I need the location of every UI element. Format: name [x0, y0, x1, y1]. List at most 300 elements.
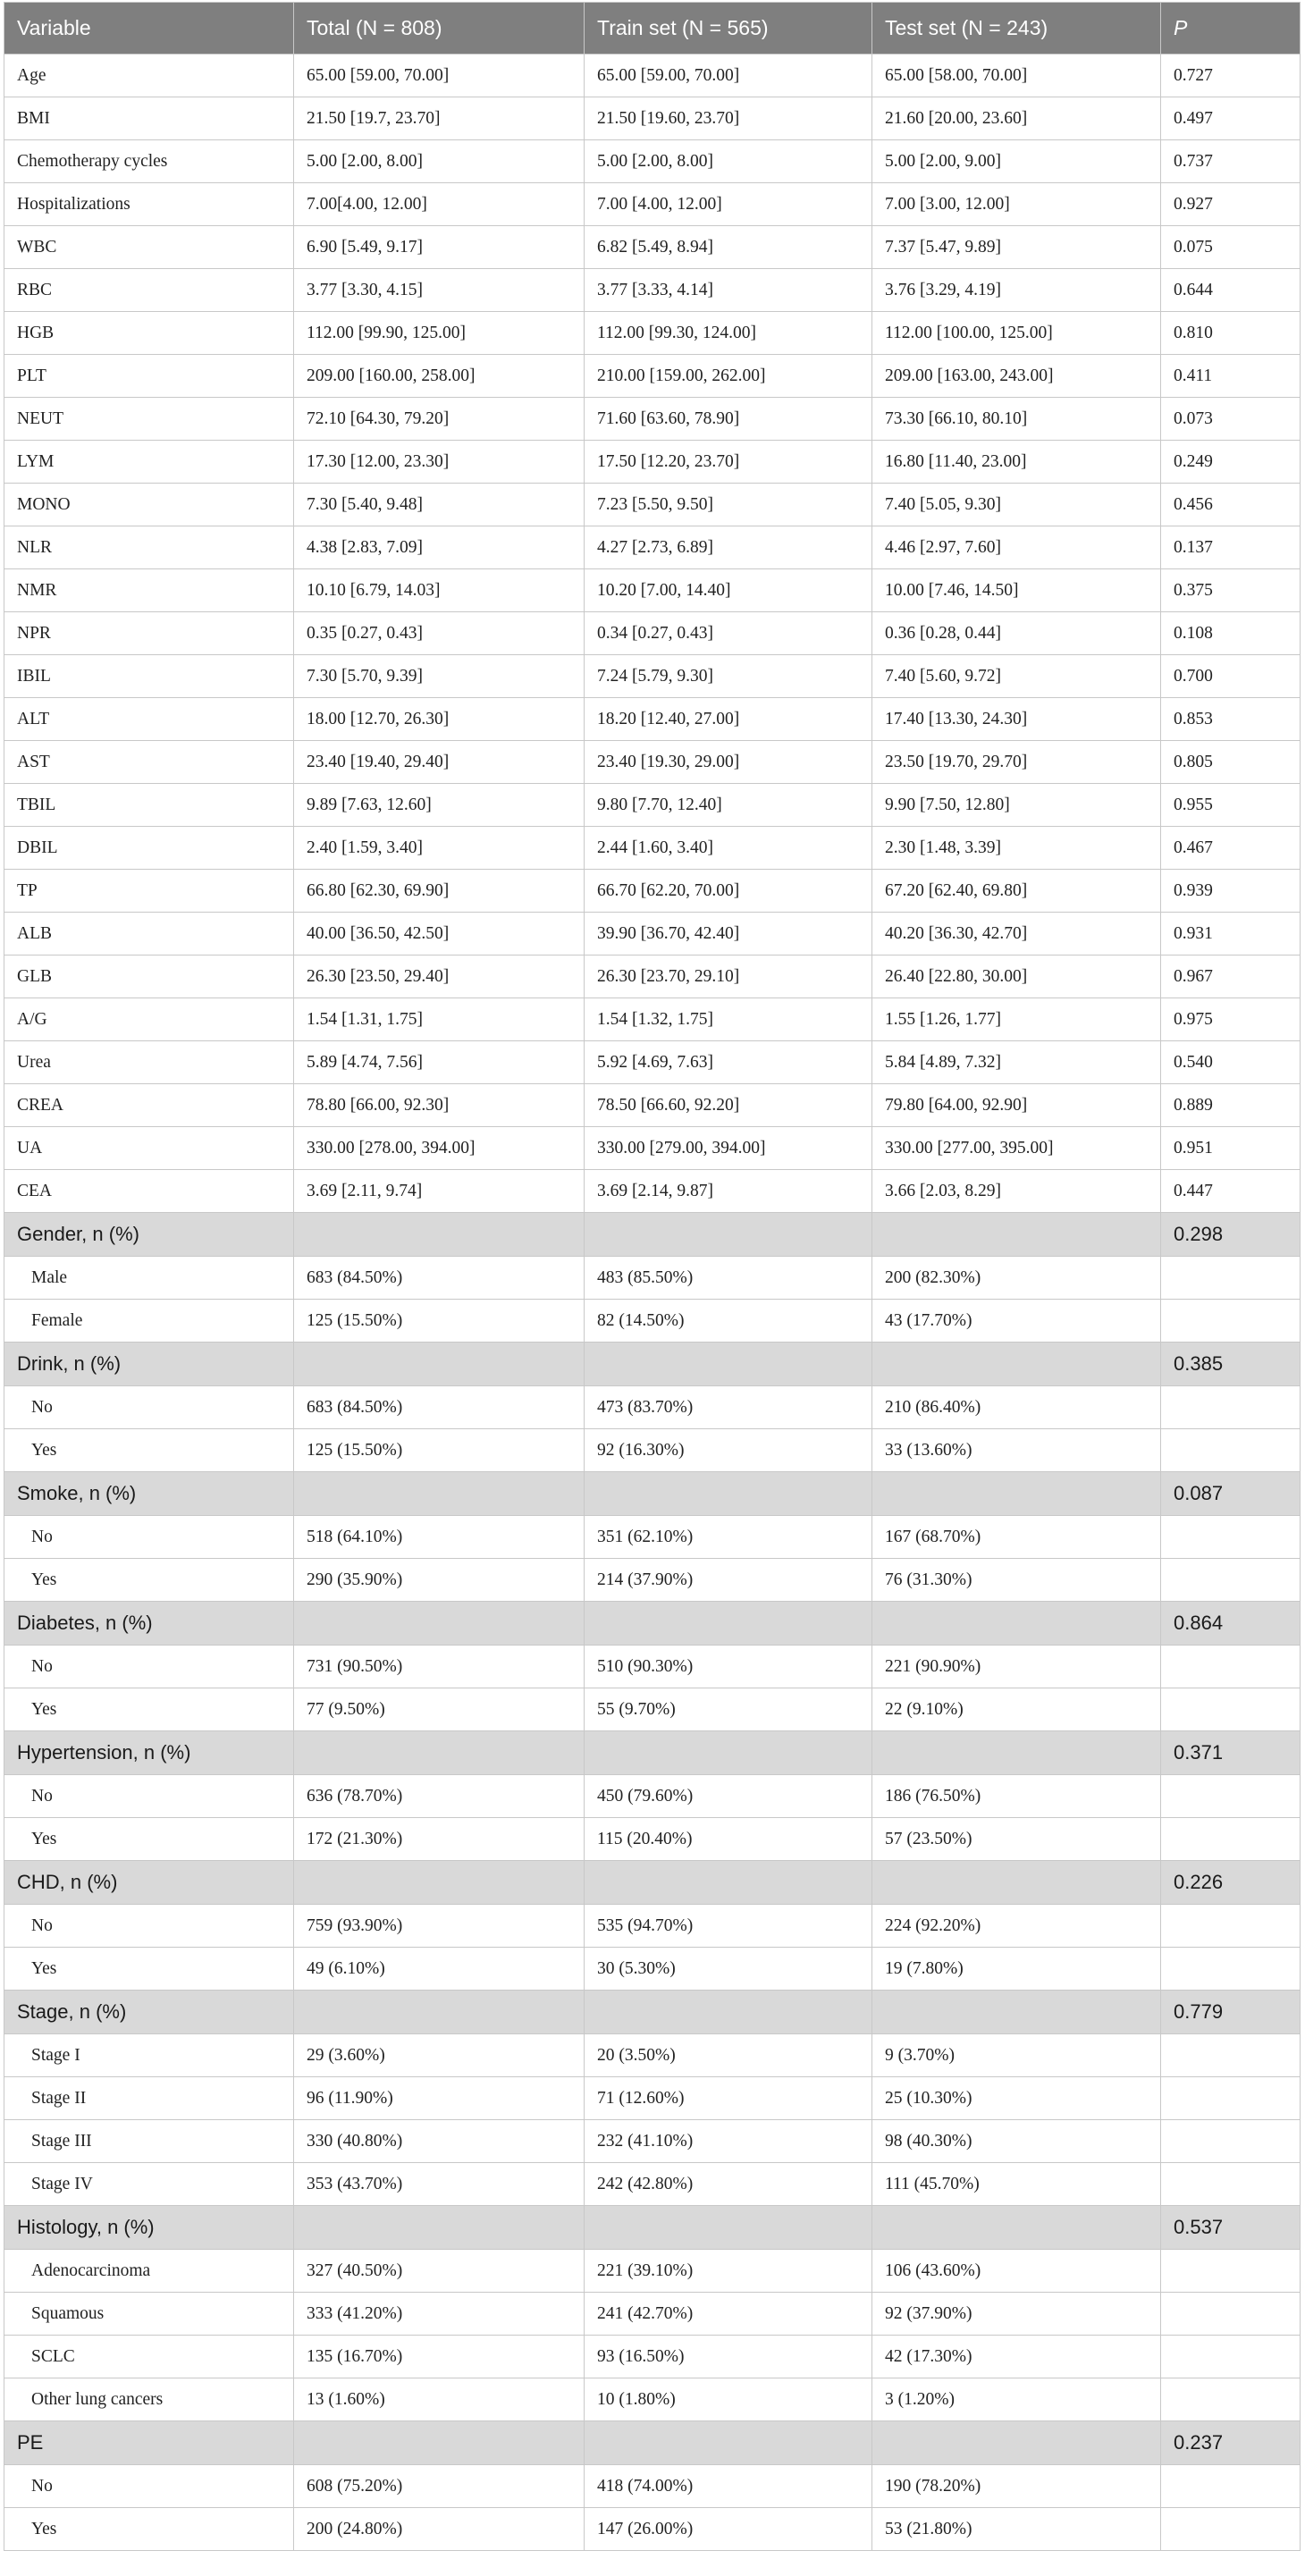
train-cell: 10 (1.80%)	[585, 2378, 872, 2421]
test-cell: 106 (43.60%)	[872, 2250, 1161, 2293]
group-header-row	[4, 1343, 1301, 1386]
variable-cell: Hospitalizations	[4, 183, 294, 226]
total-cell: 7.30 [5.70, 9.39]	[294, 655, 585, 698]
total-cell: 3.77 [3.30, 4.15]	[294, 269, 585, 312]
total-cell: 9.89 [7.63, 12.60]	[294, 784, 585, 827]
total-cell: 6.90 [5.49, 9.17]	[294, 226, 585, 269]
empty-cell	[872, 2421, 1161, 2465]
train-cell: 30 (5.30%)	[585, 1948, 872, 1991]
table-row	[4, 55, 1301, 97]
group-p-value-cell: 0.864	[1161, 1602, 1301, 1646]
empty-cell	[1161, 1818, 1301, 1861]
variable-cell: Chemotherapy cycles	[4, 140, 294, 183]
table-row	[4, 655, 1301, 698]
empty-cell	[294, 1991, 585, 2034]
test-cell: 40.20 [36.30, 42.70]	[872, 913, 1161, 955]
variable-cell: CREA	[4, 1084, 294, 1127]
group-p-value-cell: 0.237	[1161, 2421, 1301, 2465]
test-cell: 73.30 [66.10, 80.10]	[872, 398, 1161, 441]
test-cell: 43 (17.70%)	[872, 1300, 1161, 1343]
group-p-value-cell: 0.779	[1161, 1991, 1301, 2034]
header-variable: Variable	[4, 3, 294, 55]
test-cell: 16.80 [11.40, 23.00]	[872, 441, 1161, 484]
total-cell: 683 (84.50%)	[294, 1257, 585, 1300]
table-row	[4, 140, 1301, 183]
group-title-cell: Drink, n (%)	[4, 1343, 294, 1386]
total-cell: 683 (84.50%)	[294, 1386, 585, 1429]
train-cell: 17.50 [12.20, 23.70]	[585, 441, 872, 484]
p-value-cell: 0.805	[1161, 741, 1301, 784]
variable-cell: NEUT	[4, 398, 294, 441]
empty-cell	[1161, 1775, 1301, 1818]
test-cell: 200 (82.30%)	[872, 1257, 1161, 1300]
train-cell: 232 (41.10%)	[585, 2120, 872, 2163]
total-cell: 26.30 [23.50, 29.40]	[294, 955, 585, 998]
table-row	[4, 1386, 1301, 1429]
group-title-cell: Smoke, n (%)	[4, 1472, 294, 1516]
baseline-characteristics-table-container	[4, 2, 1300, 2551]
group-header-row	[4, 2206, 1301, 2250]
p-value-cell: 0.955	[1161, 784, 1301, 827]
test-cell: 7.40 [5.60, 9.72]	[872, 655, 1161, 698]
empty-cell	[294, 1731, 585, 1775]
total-cell: 125 (15.50%)	[294, 1429, 585, 1472]
category-label-cell: Other lung cancers	[4, 2378, 294, 2421]
p-value-cell: 0.447	[1161, 1170, 1301, 1213]
test-cell: 33 (13.60%)	[872, 1429, 1161, 1472]
group-header-row	[4, 1472, 1301, 1516]
total-cell: 112.00 [99.90, 125.00]	[294, 312, 585, 355]
empty-cell	[872, 1213, 1161, 1257]
category-label-cell: Stage III	[4, 2120, 294, 2163]
header-p-value: P	[1161, 3, 1301, 55]
test-cell: 5.84 [4.89, 7.32]	[872, 1041, 1161, 1084]
train-cell: 473 (83.70%)	[585, 1386, 872, 1429]
total-cell: 72.10 [64.30, 79.20]	[294, 398, 585, 441]
train-cell: 10.20 [7.00, 14.40]	[585, 569, 872, 612]
total-cell: 3.69 [2.11, 9.74]	[294, 1170, 585, 1213]
total-cell: 40.00 [36.50, 42.50]	[294, 913, 585, 955]
empty-cell	[1161, 1516, 1301, 1559]
variable-cell: UA	[4, 1127, 294, 1170]
table-row	[4, 1127, 1301, 1170]
total-cell: 21.50 [19.7, 23.70]	[294, 97, 585, 140]
train-cell: 112.00 [99.30, 124.00]	[585, 312, 872, 355]
table-row	[4, 1818, 1301, 1861]
p-value-cell: 0.540	[1161, 1041, 1301, 1084]
group-header-row	[4, 1602, 1301, 1646]
table-row	[4, 870, 1301, 913]
empty-cell	[872, 1602, 1161, 1646]
variable-cell: CEA	[4, 1170, 294, 1213]
p-value-cell: 0.931	[1161, 913, 1301, 955]
train-cell: 18.20 [12.40, 27.00]	[585, 698, 872, 741]
p-value-cell: 0.073	[1161, 398, 1301, 441]
test-cell: 190 (78.20%)	[872, 2465, 1161, 2508]
test-cell: 4.46 [2.97, 7.60]	[872, 526, 1161, 569]
variable-cell: AST	[4, 741, 294, 784]
group-header-row	[4, 1991, 1301, 2034]
train-cell: 66.70 [62.20, 70.00]	[585, 870, 872, 913]
table-row	[4, 1559, 1301, 1602]
category-label-cell: No	[4, 1386, 294, 1429]
total-cell: 17.30 [12.00, 23.30]	[294, 441, 585, 484]
train-cell: 21.50 [19.60, 23.70]	[585, 97, 872, 140]
variable-cell: WBC	[4, 226, 294, 269]
p-value-cell: 0.644	[1161, 269, 1301, 312]
empty-cell	[872, 2206, 1161, 2250]
table-row	[4, 1170, 1301, 1213]
p-value-cell: 0.497	[1161, 97, 1301, 140]
table-row	[4, 1646, 1301, 1688]
total-cell: 200 (24.80%)	[294, 2508, 585, 2551]
p-value-cell: 0.467	[1161, 827, 1301, 870]
test-cell: 1.55 [1.26, 1.77]	[872, 998, 1161, 1041]
table-row	[4, 2163, 1301, 2206]
empty-cell	[294, 1472, 585, 1516]
total-cell: 731 (90.50%)	[294, 1646, 585, 1688]
category-label-cell: Stage II	[4, 2077, 294, 2120]
empty-cell	[1161, 2120, 1301, 2163]
train-cell: 1.54 [1.32, 1.75]	[585, 998, 872, 1041]
train-cell: 147 (26.00%)	[585, 2508, 872, 2551]
header-train-set: Train set (N = 565)	[585, 3, 872, 55]
empty-cell	[585, 2206, 872, 2250]
category-label-cell: Yes	[4, 1818, 294, 1861]
train-cell: 418 (74.00%)	[585, 2465, 872, 2508]
test-cell: 112.00 [100.00, 125.00]	[872, 312, 1161, 355]
group-title-cell: CHD, n (%)	[4, 1861, 294, 1905]
variable-cell: NPR	[4, 612, 294, 655]
empty-cell	[1161, 1257, 1301, 1300]
test-cell: 98 (40.30%)	[872, 2120, 1161, 2163]
header-row	[4, 3, 1301, 55]
test-cell: 224 (92.20%)	[872, 1905, 1161, 1948]
table-body	[4, 55, 1301, 2551]
empty-cell	[1161, 2293, 1301, 2336]
test-cell: 26.40 [22.80, 30.00]	[872, 955, 1161, 998]
test-cell: 10.00 [7.46, 14.50]	[872, 569, 1161, 612]
empty-cell	[872, 1991, 1161, 2034]
total-cell: 290 (35.90%)	[294, 1559, 585, 1602]
table-row	[4, 183, 1301, 226]
train-cell: 82 (14.50%)	[585, 1300, 872, 1343]
baseline-characteristics-table	[4, 2, 1301, 2551]
table-row	[4, 1300, 1301, 1343]
test-cell: 0.36 [0.28, 0.44]	[872, 612, 1161, 655]
p-value-cell: 0.810	[1161, 312, 1301, 355]
test-cell: 330.00 [277.00, 395.00]	[872, 1127, 1161, 1170]
group-p-value-cell: 0.298	[1161, 1213, 1301, 1257]
train-cell: 7.00 [4.00, 12.00]	[585, 183, 872, 226]
test-cell: 9 (3.70%)	[872, 2034, 1161, 2077]
group-p-value-cell: 0.385	[1161, 1343, 1301, 1386]
train-cell: 78.50 [66.60, 92.20]	[585, 1084, 872, 1127]
variable-cell: GLB	[4, 955, 294, 998]
variable-cell: TP	[4, 870, 294, 913]
table-row	[4, 1516, 1301, 1559]
p-value-cell: 0.967	[1161, 955, 1301, 998]
group-p-value-cell: 0.537	[1161, 2206, 1301, 2250]
group-p-value-cell: 0.087	[1161, 1472, 1301, 1516]
variable-cell: LYM	[4, 441, 294, 484]
train-cell: 330.00 [279.00, 394.00]	[585, 1127, 872, 1170]
p-value-cell: 0.951	[1161, 1127, 1301, 1170]
empty-cell	[1161, 2508, 1301, 2551]
total-cell: 608 (75.20%)	[294, 2465, 585, 2508]
total-cell: 330.00 [278.00, 394.00]	[294, 1127, 585, 1170]
table-row	[4, 526, 1301, 569]
train-cell: 23.40 [19.30, 29.00]	[585, 741, 872, 784]
test-cell: 22 (9.10%)	[872, 1688, 1161, 1731]
group-title-cell: Gender, n (%)	[4, 1213, 294, 1257]
total-cell: 49 (6.10%)	[294, 1948, 585, 1991]
table-row	[4, 398, 1301, 441]
total-cell: 0.35 [0.27, 0.43]	[294, 612, 585, 655]
train-cell: 26.30 [23.70, 29.10]	[585, 955, 872, 998]
variable-cell: A/G	[4, 998, 294, 1041]
group-title-cell: Diabetes, n (%)	[4, 1602, 294, 1646]
group-header-row	[4, 2421, 1301, 2465]
empty-cell	[872, 1731, 1161, 1775]
train-cell: 242 (42.80%)	[585, 2163, 872, 2206]
group-title-cell: Hypertension, n (%)	[4, 1731, 294, 1775]
table-row	[4, 955, 1301, 998]
table-row	[4, 312, 1301, 355]
train-cell: 483 (85.50%)	[585, 1257, 872, 1300]
table-row	[4, 1688, 1301, 1731]
train-cell: 6.82 [5.49, 8.94]	[585, 226, 872, 269]
empty-cell	[294, 1602, 585, 1646]
category-label-cell: Stage IV	[4, 2163, 294, 2206]
train-cell: 221 (39.10%)	[585, 2250, 872, 2293]
empty-cell	[872, 1861, 1161, 1905]
table-row	[4, 998, 1301, 1041]
table-row	[4, 1905, 1301, 1948]
table-row	[4, 741, 1301, 784]
variable-cell: ALB	[4, 913, 294, 955]
category-label-cell: Male	[4, 1257, 294, 1300]
train-cell: 71 (12.60%)	[585, 2077, 872, 2120]
category-label-cell: Female	[4, 1300, 294, 1343]
empty-cell	[1161, 1429, 1301, 1472]
total-cell: 78.80 [66.00, 92.30]	[294, 1084, 585, 1127]
variable-cell: MONO	[4, 484, 294, 526]
empty-cell	[1161, 2378, 1301, 2421]
category-label-cell: No	[4, 1516, 294, 1559]
train-cell: 115 (20.40%)	[585, 1818, 872, 1861]
total-cell: 209.00 [160.00, 258.00]	[294, 355, 585, 398]
train-cell: 55 (9.70%)	[585, 1688, 872, 1731]
test-cell: 5.00 [2.00, 9.00]	[872, 140, 1161, 183]
total-cell: 7.00[4.00, 12.00]	[294, 183, 585, 226]
test-cell: 79.80 [64.00, 92.90]	[872, 1084, 1161, 1127]
total-cell: 330 (40.80%)	[294, 2120, 585, 2163]
total-cell: 65.00 [59.00, 70.00]	[294, 55, 585, 97]
group-title-cell: PE	[4, 2421, 294, 2465]
empty-cell	[1161, 2077, 1301, 2120]
empty-cell	[1161, 2163, 1301, 2206]
table-row	[4, 913, 1301, 955]
p-value-cell: 0.727	[1161, 55, 1301, 97]
test-cell: 17.40 [13.30, 24.30]	[872, 698, 1161, 741]
p-value-cell: 0.137	[1161, 526, 1301, 569]
test-cell: 9.90 [7.50, 12.80]	[872, 784, 1161, 827]
empty-cell	[585, 1731, 872, 1775]
table-row	[4, 2336, 1301, 2378]
p-value-cell: 0.411	[1161, 355, 1301, 398]
table-row	[4, 1775, 1301, 1818]
table-row	[4, 1084, 1301, 1127]
total-cell: 636 (78.70%)	[294, 1775, 585, 1818]
table-row	[4, 569, 1301, 612]
train-cell: 510 (90.30%)	[585, 1646, 872, 1688]
total-cell: 96 (11.90%)	[294, 2077, 585, 2120]
category-label-cell: No	[4, 1905, 294, 1948]
table-row	[4, 2120, 1301, 2163]
total-cell: 4.38 [2.83, 7.09]	[294, 526, 585, 569]
group-p-value-cell: 0.226	[1161, 1861, 1301, 1905]
p-value-cell: 0.375	[1161, 569, 1301, 612]
train-cell: 3.77 [3.33, 4.14]	[585, 269, 872, 312]
train-cell: 0.34 [0.27, 0.43]	[585, 612, 872, 655]
train-cell: 93 (16.50%)	[585, 2336, 872, 2378]
empty-cell	[1161, 1646, 1301, 1688]
category-label-cell: Yes	[4, 1559, 294, 1602]
variable-cell: ALT	[4, 698, 294, 741]
variable-cell: BMI	[4, 97, 294, 140]
category-label-cell: Yes	[4, 1688, 294, 1731]
table-row	[4, 612, 1301, 655]
variable-cell: DBIL	[4, 827, 294, 870]
group-header-row	[4, 1213, 1301, 1257]
test-cell: 67.20 [62.40, 69.80]	[872, 870, 1161, 913]
train-cell: 9.80 [7.70, 12.40]	[585, 784, 872, 827]
p-value-cell: 0.927	[1161, 183, 1301, 226]
total-cell: 518 (64.10%)	[294, 1516, 585, 1559]
test-cell: 92 (37.90%)	[872, 2293, 1161, 2336]
empty-cell	[872, 1472, 1161, 1516]
test-cell: 53 (21.80%)	[872, 2508, 1161, 2551]
test-cell: 7.00 [3.00, 12.00]	[872, 183, 1161, 226]
total-cell: 23.40 [19.40, 29.40]	[294, 741, 585, 784]
table-row	[4, 2508, 1301, 2551]
empty-cell	[1161, 1559, 1301, 1602]
table-header	[4, 3, 1301, 55]
total-cell: 5.00 [2.00, 8.00]	[294, 140, 585, 183]
table-row	[4, 441, 1301, 484]
category-label-cell: SCLC	[4, 2336, 294, 2378]
empty-cell	[1161, 1688, 1301, 1731]
table-row	[4, 2378, 1301, 2421]
train-cell: 5.92 [4.69, 7.63]	[585, 1041, 872, 1084]
empty-cell	[585, 1861, 872, 1905]
train-cell: 92 (16.30%)	[585, 1429, 872, 1472]
empty-cell	[585, 1602, 872, 1646]
train-cell: 2.44 [1.60, 3.40]	[585, 827, 872, 870]
test-cell: 7.37 [5.47, 9.89]	[872, 226, 1161, 269]
table-row	[4, 484, 1301, 526]
table-row	[4, 355, 1301, 398]
test-cell: 25 (10.30%)	[872, 2077, 1161, 2120]
train-cell: 71.60 [63.60, 78.90]	[585, 398, 872, 441]
empty-cell	[585, 2421, 872, 2465]
group-header-row	[4, 1731, 1301, 1775]
category-label-cell: No	[4, 1646, 294, 1688]
variable-cell: RBC	[4, 269, 294, 312]
train-cell: 351 (62.10%)	[585, 1516, 872, 1559]
empty-cell	[294, 2421, 585, 2465]
train-cell: 39.90 [36.70, 42.40]	[585, 913, 872, 955]
test-cell: 167 (68.70%)	[872, 1516, 1161, 1559]
test-cell: 3 (1.20%)	[872, 2378, 1161, 2421]
empty-cell	[585, 1991, 872, 2034]
test-cell: 42 (17.30%)	[872, 2336, 1161, 2378]
p-value-cell: 0.737	[1161, 140, 1301, 183]
train-cell: 210.00 [159.00, 262.00]	[585, 355, 872, 398]
variable-cell: Age	[4, 55, 294, 97]
header-test-set: Test set (N = 243)	[872, 3, 1161, 55]
category-label-cell: No	[4, 1775, 294, 1818]
test-cell: 186 (76.50%)	[872, 1775, 1161, 1818]
total-cell: 135 (16.70%)	[294, 2336, 585, 2378]
total-cell: 125 (15.50%)	[294, 1300, 585, 1343]
train-cell: 20 (3.50%)	[585, 2034, 872, 2077]
train-cell: 214 (37.90%)	[585, 1559, 872, 1602]
test-cell: 2.30 [1.48, 3.39]	[872, 827, 1161, 870]
variable-cell: IBIL	[4, 655, 294, 698]
empty-cell	[585, 1213, 872, 1257]
test-cell: 209.00 [163.00, 243.00]	[872, 355, 1161, 398]
total-cell: 29 (3.60%)	[294, 2034, 585, 2077]
category-label-cell: Adenocarcinoma	[4, 2250, 294, 2293]
test-cell: 57 (23.50%)	[872, 1818, 1161, 1861]
total-cell: 10.10 [6.79, 14.03]	[294, 569, 585, 612]
empty-cell	[585, 1343, 872, 1386]
header-total: Total (N = 808)	[294, 3, 585, 55]
empty-cell	[585, 1472, 872, 1516]
test-cell: 76 (31.30%)	[872, 1559, 1161, 1602]
p-value-cell: 0.108	[1161, 612, 1301, 655]
total-cell: 759 (93.90%)	[294, 1905, 585, 1948]
table-row	[4, 698, 1301, 741]
variable-cell: Urea	[4, 1041, 294, 1084]
p-value-cell: 0.075	[1161, 226, 1301, 269]
table-row	[4, 97, 1301, 140]
train-cell: 535 (94.70%)	[585, 1905, 872, 1948]
test-cell: 210 (86.40%)	[872, 1386, 1161, 1429]
p-value-cell: 0.853	[1161, 698, 1301, 741]
category-label-cell: No	[4, 2465, 294, 2508]
variable-cell: HGB	[4, 312, 294, 355]
empty-cell	[1161, 1948, 1301, 1991]
p-value-cell: 0.456	[1161, 484, 1301, 526]
category-label-cell: Yes	[4, 2508, 294, 2551]
test-cell: 19 (7.80%)	[872, 1948, 1161, 1991]
p-value-cell: 0.700	[1161, 655, 1301, 698]
category-label-cell: Yes	[4, 1429, 294, 1472]
train-cell: 7.24 [5.79, 9.30]	[585, 655, 872, 698]
train-cell: 4.27 [2.73, 6.89]	[585, 526, 872, 569]
table-row	[4, 1948, 1301, 1991]
p-value-cell: 0.249	[1161, 441, 1301, 484]
group-header-row	[4, 1861, 1301, 1905]
total-cell: 7.30 [5.40, 9.48]	[294, 484, 585, 526]
table-row	[4, 1041, 1301, 1084]
train-cell: 241 (42.70%)	[585, 2293, 872, 2336]
total-cell: 353 (43.70%)	[294, 2163, 585, 2206]
category-label-cell: Yes	[4, 1948, 294, 1991]
